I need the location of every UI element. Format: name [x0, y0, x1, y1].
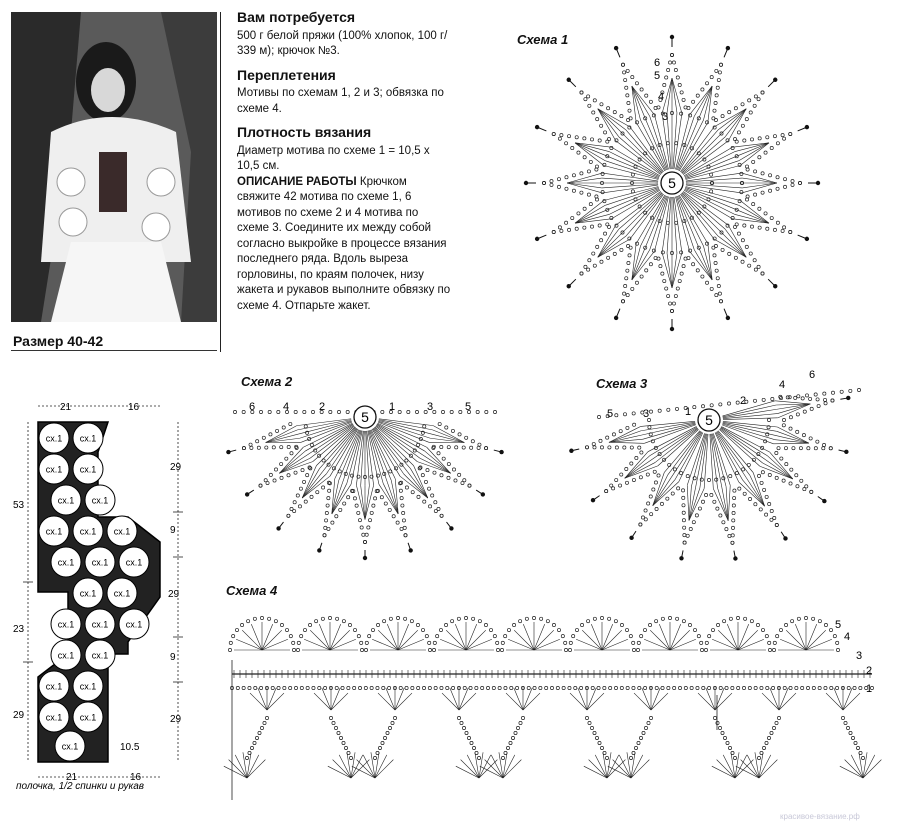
s1-center-number: 5 — [668, 175, 676, 191]
s3-label-5: 5 — [607, 408, 614, 420]
divider-vertical — [220, 12, 221, 352]
motif-label: сх.1 — [79, 681, 97, 692]
s3-label-6: 6 — [809, 370, 816, 381]
motif-label: сх.1 — [45, 712, 63, 723]
motif-label: сх.1 — [45, 681, 63, 692]
s2-label-5: 5 — [465, 401, 472, 413]
s4-label-3: 3 — [856, 650, 863, 662]
s1-label-6: 6 — [654, 57, 661, 69]
motif-label: сх.1 — [91, 650, 109, 661]
s3-center-number: 5 — [705, 412, 713, 428]
motif-label: сх.1 — [79, 433, 97, 444]
dim-right-5: 29 — [170, 714, 182, 725]
divider-horizontal — [11, 350, 217, 351]
motif-label: сх.1 — [57, 495, 75, 506]
s4-label-2: 2 — [866, 665, 873, 677]
schema-1-diagram — [500, 22, 860, 362]
s2-label-3: 3 — [427, 401, 434, 413]
s4-label-4: 4 — [844, 631, 851, 643]
motif-label: сх.1 — [91, 495, 109, 506]
motif-label: сх.1 — [79, 526, 97, 537]
description-body: Крючком свяжите 42 мотива по схеме 1, 6 мотивов по схеме 2 и 4 мотива по схеме 3. Соедините их между собой согласно выкройке в процессе вязания последнего ряда. Вдоль выреза горловины, по краям полочек, низу жакета и рукавов выполните обвязку по схеме 4. Отпарьте жакет. — [237, 175, 451, 312]
s1-label-5: 5 — [654, 70, 661, 82]
s2-label-6: 6 — [249, 401, 256, 413]
density-heading: Плотность вязания — [237, 124, 372, 140]
motif-label: сх.1 — [91, 619, 109, 630]
schema-2-title: Схема 2 — [241, 374, 293, 389]
dim-right-1: 29 — [170, 462, 182, 473]
dim-top-right: 16 — [128, 402, 140, 413]
motif-label: сх.1 — [125, 619, 143, 630]
instructions — [237, 10, 452, 322]
motif-label: сх.1 — [79, 464, 97, 475]
motif-label: сх.1 — [45, 464, 63, 475]
motif-label: сх.1 — [125, 557, 143, 568]
schema-3-diagram — [545, 370, 885, 580]
dim-bottom-right: 16 — [130, 772, 142, 783]
s3-label-4: 4 — [779, 379, 786, 391]
description-text — [237, 175, 452, 315]
schema-4-title: Схема 4 — [226, 583, 278, 598]
pattern-caption: полочка, 1/2 спинки и рукав — [16, 781, 144, 792]
pattern-layout — [10, 392, 200, 794]
density-text: Диаметр мотива по схеме 1 = 10,5 х 10,5 см. — [237, 144, 430, 172]
dim-cuff: 10.5 — [120, 742, 140, 753]
s3-label-2: 2 — [740, 395, 747, 407]
watermark: красивое-вязание.рф — [780, 812, 860, 821]
schema-1-row-labels — [654, 57, 668, 123]
dim-left-3: 29 — [13, 710, 25, 721]
schema-4-diagram — [222, 600, 892, 815]
dim-left-1: 53 — [13, 500, 25, 511]
weaves-text: Мотивы по схемам 1, 2 и 3; обвязка по схеме 4. — [237, 87, 444, 115]
motif-label: сх.1 — [45, 433, 63, 444]
dim-bottom-left: 21 — [66, 772, 78, 783]
s1-label-4: 4 — [658, 91, 665, 103]
dim-right-2: 9 — [170, 525, 176, 536]
s4-label-5: 5 — [835, 619, 842, 631]
dim-right-3: 29 — [168, 589, 180, 600]
schema-1-title: Схема 1 — [517, 32, 569, 47]
motif-label: сх.1 — [45, 526, 63, 537]
materials-text: 500 г белой пряжи (100% хлопок, 100 г/ 339 м); крючок №3. — [237, 29, 448, 57]
motif-label: сх.1 — [57, 650, 75, 661]
dim-top-left: 21 — [60, 402, 72, 413]
materials-heading: Вам потребуется — [237, 9, 356, 25]
s2-label-2: 2 — [319, 401, 326, 413]
description-lead: ОПИСАНИЕ РАБОТЫ — [237, 175, 357, 188]
model-photo — [11, 12, 217, 322]
schema-2-diagram — [215, 392, 525, 582]
size-title: Размер 40-42 — [13, 333, 104, 349]
motif-label: сх.1 — [57, 557, 75, 568]
weaves-heading: Переплетения — [237, 66, 336, 83]
motif-label: сх.1 — [61, 741, 79, 752]
schema-3-title: Схема 3 — [596, 376, 648, 391]
motif-label: сх.1 — [79, 712, 97, 723]
motif-label: сх.1 — [57, 619, 75, 630]
dim-left-2: 23 — [13, 624, 25, 635]
s3-label-1: 1 — [685, 406, 692, 418]
motif-label: сх.1 — [79, 588, 97, 599]
s4-label-1: 1 — [866, 683, 873, 695]
motif-label: сх.1 — [113, 526, 131, 537]
s2-center-number: 5 — [361, 409, 369, 425]
s2-label-1: 1 — [389, 401, 396, 413]
s2-label-4: 4 — [283, 401, 290, 413]
motif-label: сх.1 — [91, 557, 109, 568]
s1-label-3: 3 — [662, 111, 669, 123]
dim-right-4: 9 — [170, 652, 176, 663]
s3-label-3: 3 — [643, 408, 650, 420]
motif-label: сх.1 — [113, 588, 131, 599]
